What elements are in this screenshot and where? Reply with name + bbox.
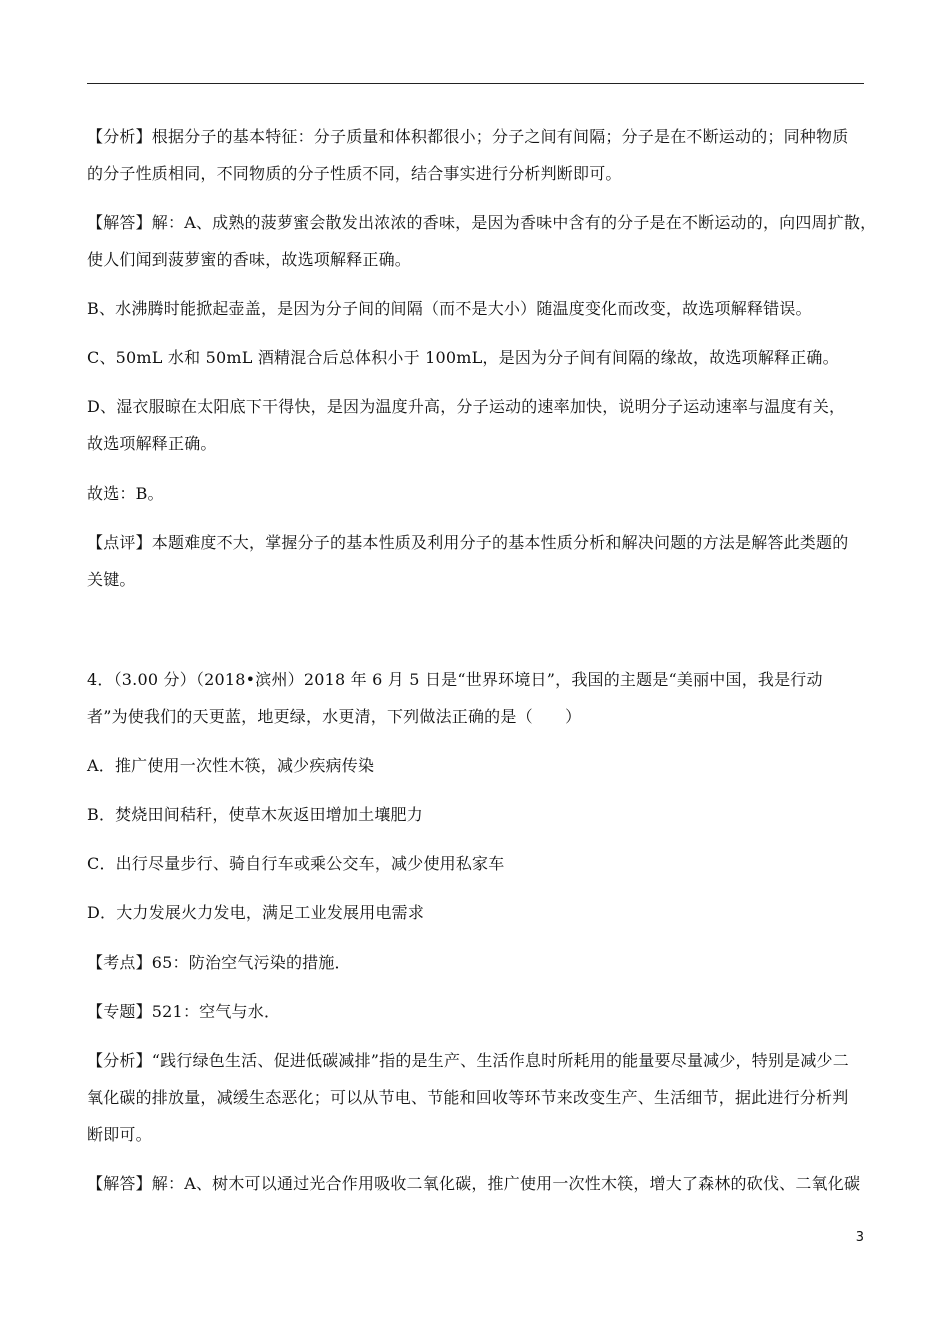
text-line: 【专题】521：空气与水．: [87, 1002, 281, 1021]
header-rule: [87, 83, 864, 84]
text-line: 【解答】解：A、成熟的菠萝蜜会散发出浓浓的香味，是因为香味中含有的分子是在不断运动的，向四周扩散，: [87, 213, 877, 232]
text-line: 氧化碳的排放量，减缓生态恶化；可以从节电、节能和回收等环节来改变生产、生活细节，据此进行分析判: [87, 1088, 849, 1107]
option-a: A．推广使用一次性木筷，减少疾病传染: [87, 756, 375, 775]
text-line: 故选：B。: [87, 484, 164, 503]
text-line: 使人们闻到菠萝蜜的香味，故选项解释正确。: [87, 250, 412, 269]
option-d: D．大力发展火力发电，满足工业发展用电需求: [87, 903, 425, 922]
question-line: 4．（3.00 分）（2018•滨州）2018 年 6 月 5 日是“世界环境日”，我国的主题是“美丽中国，我是行动: [87, 670, 823, 689]
text-line: 【考点】65：防治空气污染的措施．: [87, 953, 351, 972]
text-line: 故选项解释正确。: [87, 434, 217, 453]
question-line: 者”为使我们的天更蓝，地更绿，水更清，下列做法正确的是（ ）: [87, 707, 582, 726]
text-line: B、水沸腾时能掀起壶盖，是因为分子间的间隔（而不是大小）随温度变化而改变，故选项解释错误。: [87, 299, 812, 318]
text-line: C、50mL 水和 50mL 酒精混合后总体积小于 100mL，是因为分子间有间隔的缘故，故选项解释正确。: [87, 348, 839, 367]
page-number: 3: [855, 1230, 864, 1245]
option-c: C．出行尽量步行、骑自行车或乘公交车，减少使用私家车: [87, 854, 505, 873]
text-line: 关键。: [87, 570, 136, 589]
text-line: 断即可。: [87, 1125, 152, 1144]
text-line: 【点评】本题难度不大，掌握分子的基本性质及利用分子的基本性质分析和解决问题的方法是解答此类题的: [87, 533, 849, 552]
option-b: B．焚烧田间秸秆，使草木灰返田增加土壤肥力: [87, 805, 423, 824]
text-line: 【分析】“践行绿色生活、促进低碳减排”指的是生产、生活作息时所耗用的能量要尽量减少，特别是减少二: [87, 1051, 849, 1070]
text-line: D、湿衣服晾在太阳底下干得快，是因为温度升高，分子运动的速率加快，说明分子运动速率与温度有关，: [87, 397, 846, 416]
text-line: 的分子性质相同，不同物质的分子性质不同，结合事实进行分析判断即可。: [87, 164, 622, 183]
text-line: 【分析】根据分子的基本特征：分子质量和体积都很小；分子之间有间隔；分子是在不断运动的；同种物质: [87, 127, 849, 146]
text-line: 【解答】解：A、树木可以通过光合作用吸收二氧化碳，推广使用一次性木筷，增大了森林的砍伐、二氧化碳: [87, 1174, 861, 1193]
